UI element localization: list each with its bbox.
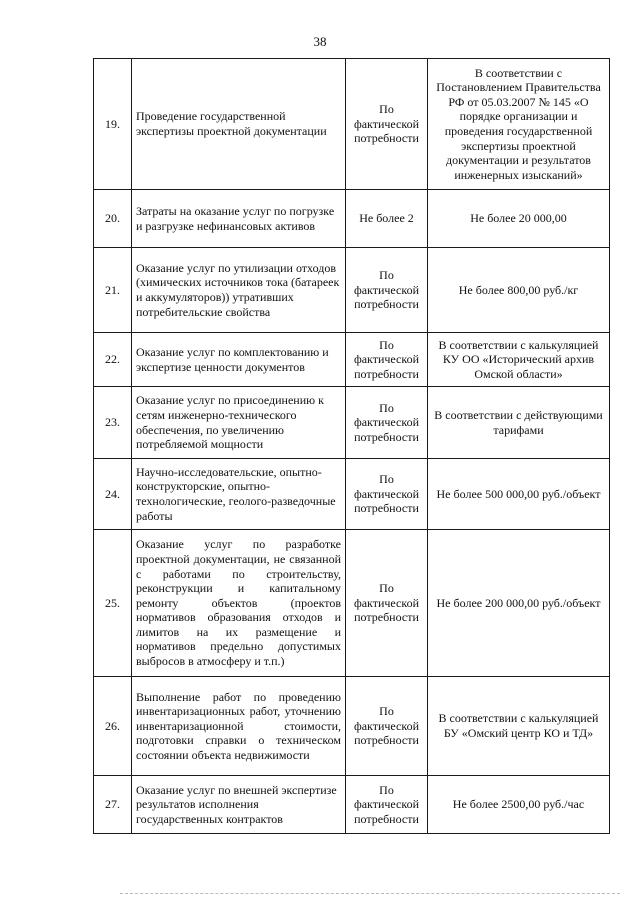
service-price: Не более 200 000,00 руб./объект [428, 530, 610, 677]
row-number: 23. [94, 387, 132, 459]
service-price: В соответствии с Постановлением Правительства РФ от 05.03.2007 № 145 «О порядке организации и проведения государственной экспертизы проектной документации и результатов инженерных изысканий» [428, 59, 610, 190]
service-name: Оказание услуг по утилизации отходов (химических источников тока (батареек и аккумуляторов)) утративших потребительские свойства [132, 248, 346, 333]
service-price: Не более 2500,00 руб./час [428, 776, 610, 834]
service-price: В соответствии с калькуляцией КУ ОО «Исторический архив Омской области» [428, 333, 610, 387]
row-number: 24. [94, 459, 132, 530]
table-row [94, 190, 610, 248]
table-row [94, 459, 610, 530]
service-name: Научно-исследовательские, опытно-конструкторские, опытно-технологические, геолого-разведочные работы [132, 459, 346, 530]
row-number: 21. [94, 248, 132, 333]
service-name: Проведение государственной экспертизы проектной документации [132, 59, 346, 190]
row-number: 26. [94, 677, 132, 776]
services-table [93, 58, 610, 834]
row-number: 19. [94, 59, 132, 190]
service-price: В соответствии с действующими тарифами [428, 387, 610, 459]
page-number: 38 [313, 34, 327, 49]
service-quantity: По фактической потребности [346, 677, 428, 776]
service-name: Оказание услуг по внешней экспертизе результатов исполнения государственных контрактов [132, 776, 346, 834]
row-number: 25. [94, 530, 132, 677]
table-row [94, 59, 610, 190]
table-row [94, 530, 610, 677]
row-number: 22. [94, 333, 132, 387]
service-quantity: По фактической потребности [346, 530, 428, 677]
service-name: Оказание услуг по присоединению к сетям инженерно-технического обеспечения, по увеличению потребляемой мощности [132, 387, 346, 459]
service-quantity: По фактической потребности [346, 776, 428, 834]
service-quantity: Не более 2 [346, 190, 428, 248]
table-row [94, 248, 610, 333]
service-name: Оказание услуг по разработке проектной документации, не связанной с работами по строительству, реконструкции и капитальному ремонту объектов (проектов нормативов образования отходов и лимитов на их размещение и нормативов предельно допустимых выбросов в атмосферу и т.п.) [132, 530, 346, 677]
row-number: 27. [94, 776, 132, 834]
service-quantity: По фактической потребности [346, 387, 428, 459]
scan-artifact-line [120, 893, 620, 894]
row-number: 20. [94, 190, 132, 248]
table-row [94, 333, 610, 387]
service-quantity: По фактической потребности [346, 59, 428, 190]
service-price: Не более 20 000,00 [428, 190, 610, 248]
service-price: Не более 800,00 руб./кг [428, 248, 610, 333]
table-row [94, 387, 610, 459]
service-name: Выполнение работ по проведению инвентаризационных работ, уточнению инвентаризационной стоимости, подготовки справки о техническом состоянии объекта недвижимости [132, 677, 346, 776]
service-quantity: По фактической потребности [346, 248, 428, 333]
table-row [94, 677, 610, 776]
service-price: В соответствии с калькуляцией БУ «Омский центр КО и ТД» [428, 677, 610, 776]
service-quantity: По фактической потребности [346, 459, 428, 530]
service-name: Оказание услуг по комплектованию и экспертизе ценности документов [132, 333, 346, 387]
service-name: Затраты на оказание услуг по погрузке и разгрузке нефинансовых активов [132, 190, 346, 248]
table-row [94, 776, 610, 834]
service-price: Не более 500 000,00 руб./объект [428, 459, 610, 530]
service-quantity: По фактической потребности [346, 333, 428, 387]
